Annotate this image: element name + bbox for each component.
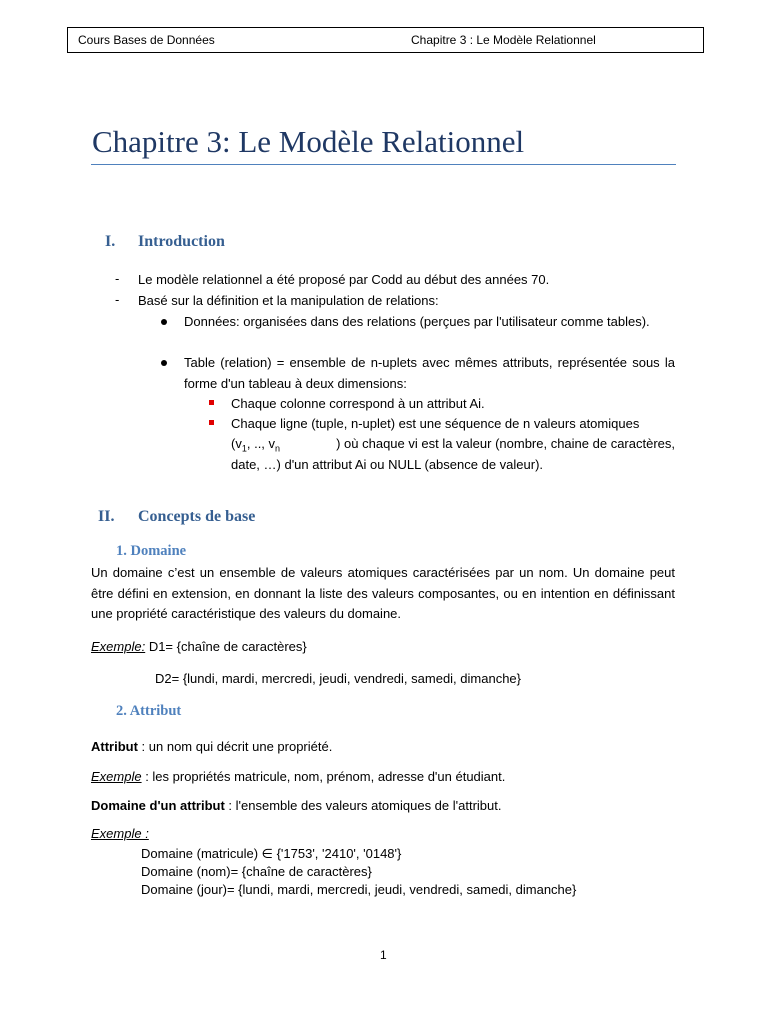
example-label: Exemple: — [91, 639, 146, 654]
header-chapter-name: Chapitre 3 : Le Modèle Relationnel — [411, 33, 596, 47]
section-title: Introduction — [138, 233, 225, 250]
list-item: Basé sur la définition et la manipulation de relations: — [138, 293, 439, 308]
domaine-paragraph: Un domaine c’est un ensemble de valeurs atomiques caractérisées par un nom. Un domaine peut être défini en extension, en donnant la liste des valeurs composantes, ou en intention en définissant une propriété caractéristique des valeurs du domaine. — [91, 565, 675, 621]
attribut-definition: Attribut : un nom qui décrit une propriété. — [91, 739, 333, 754]
section-number: I. — [105, 233, 116, 250]
list-item: Table (relation) = ensemble de n-uplets avec mêmes attributs, représentée sous la forme d'un tableau à deux dimensions: — [184, 355, 675, 391]
header-course-name: Cours Bases de Données — [78, 33, 215, 47]
example-line: Domaine (jour)= {lundi, mardi, mercredi, jeudi, vendredi, samedi, dimanche} — [141, 882, 577, 897]
tuple-description: ) où chaque vi est la valeur (nombre, chaine de caractères, — [336, 436, 675, 451]
dash-bullet: - — [115, 292, 120, 307]
tuple-notation: ($v_1$, .., $v_n$ — [231, 436, 281, 454]
list-item-continuation: date, …) d'un attribut Ai ou NULL (absence de valeur). — [231, 457, 544, 472]
dash-bullet: - — [115, 271, 120, 286]
bullet-dot — [161, 360, 167, 366]
list-item: Données: organisées dans des relations (perçues par l'utilisateur comme tables). — [184, 314, 650, 329]
attribut-example: Exemple : les propriétés matricule, nom, prénom, adresse d'un étudiant. — [91, 769, 506, 784]
title-underline — [91, 164, 676, 165]
list-item: Chaque ligne (tuple, n-uplet) est une séquence de n valeurs atomiques — [231, 416, 640, 431]
page-header — [67, 27, 704, 53]
term-attribut: Attribut — [91, 739, 138, 754]
list-item: Chaque colonne correspond à un attribut Ai. — [231, 396, 485, 411]
example-label: Exemple : — [91, 826, 149, 841]
subsection-attribut-heading: 2. Attribut — [116, 703, 182, 719]
list-item: Le modèle relationnel a été proposé par Codd au début des années 70. — [138, 272, 550, 287]
bullet-dot — [161, 319, 167, 325]
domaine-example-d2: D2= {lundi, mardi, mercredi, jeudi, vendredi, samedi, dimanche} — [155, 671, 521, 686]
example-line: Domaine (nom)= {chaîne de caractères} — [141, 864, 372, 879]
red-square-bullet — [209, 420, 214, 425]
page-number: 1 — [380, 948, 387, 962]
example-label: Exemple — [91, 769, 142, 784]
subsection-domaine-heading: 1. Domaine — [116, 543, 187, 559]
section-number: II. — [98, 508, 115, 525]
example-line: Domaine (matricule) ∈ {'1753', '2410', '0148'} — [141, 846, 402, 861]
domaine-attribut-definition: Domaine d'un attribut : l'ensemble des valeurs atomiques de l'attribut. — [91, 798, 502, 813]
domaine-example-d1: Exemple: D1= {chaîne de caractères} — [91, 639, 307, 654]
section-title: Concepts de base — [138, 508, 256, 525]
term-domaine-attribut: Domaine d'un attribut — [91, 798, 225, 813]
red-square-bullet — [209, 400, 214, 405]
page-title: Chapitre 3: Le Modèle Relationnel — [92, 124, 525, 159]
